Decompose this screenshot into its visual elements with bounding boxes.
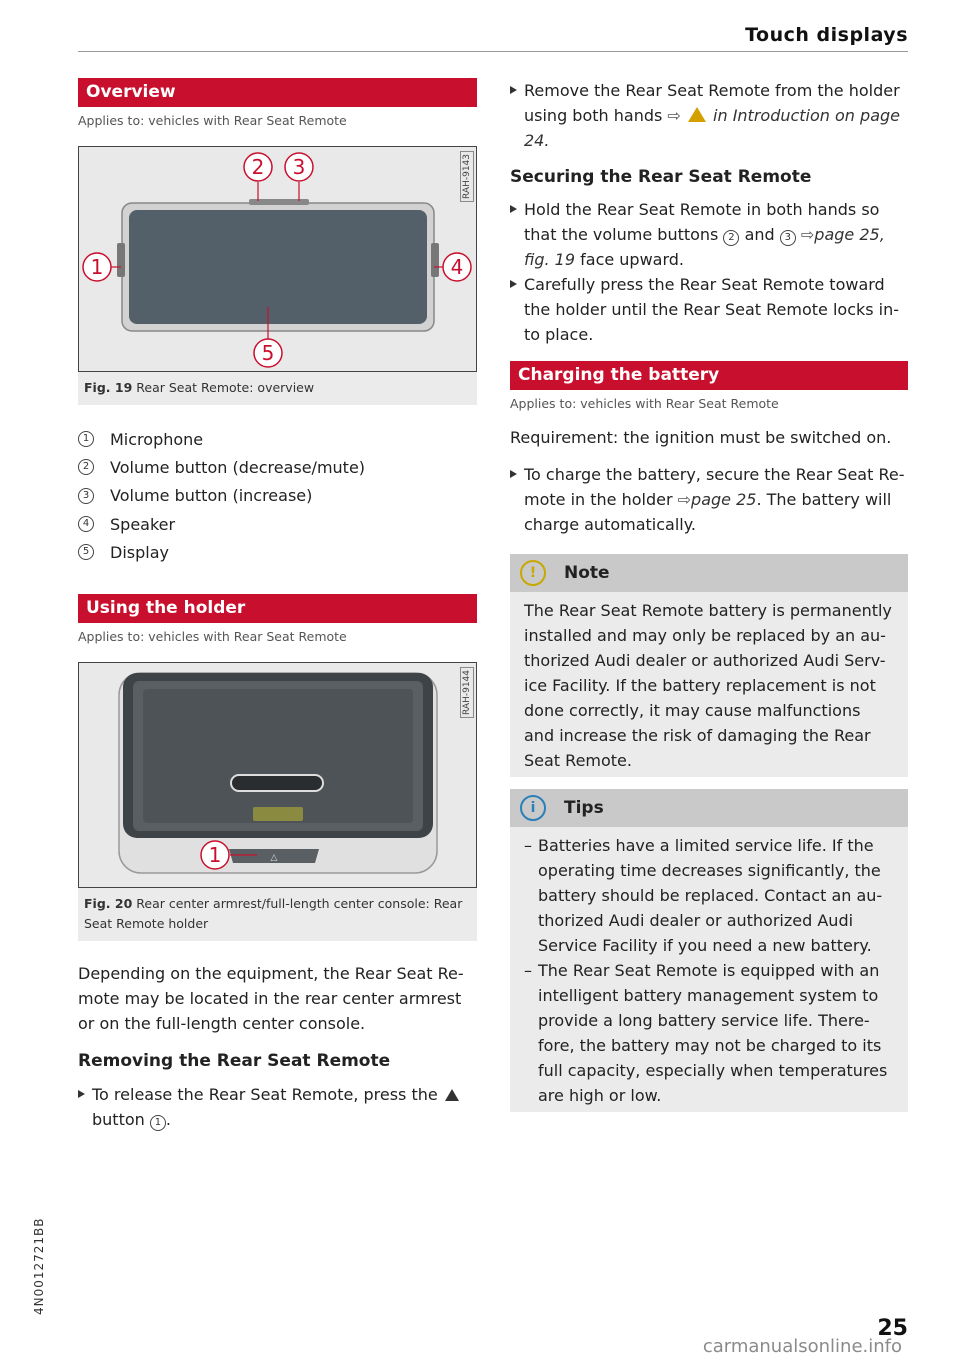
- legend-label: Volume button (increase): [110, 486, 313, 506]
- requirement-text: Requirement: the ignition must be switched on.: [510, 428, 892, 447]
- legend-label: Speaker: [110, 514, 176, 534]
- callout-2: [244, 153, 272, 181]
- figure-number: Fig. 19: [84, 380, 133, 395]
- securing-heading: Securing the Rear Seat Remote: [510, 167, 812, 187]
- cross-reference-link[interactable]: in Introduction on page 24.: [524, 106, 900, 150]
- callout-5: [254, 339, 282, 367]
- note-header: [510, 554, 908, 592]
- cross-reference-link[interactable]: page 25, fig. 19: [524, 225, 885, 269]
- step-text: . The battery will charge automatically.: [524, 490, 892, 534]
- section-title-holder: Using the holder: [78, 594, 477, 623]
- securing-step: Carefully press the Rear Seat Remote toward the holder until the Rear Seat Remote locks in-to place.: [510, 272, 908, 347]
- section-title-overview: Overview: [78, 78, 477, 107]
- left-column: [78, 78, 477, 1132]
- holder-illustration: [79, 663, 476, 887]
- step-text: To release the Rear Seat Remote, press the: [92, 1085, 438, 1105]
- arrow-icon: ⇨: [800, 225, 815, 244]
- legend-item: [78, 538, 477, 566]
- note-icon: !: [520, 560, 546, 586]
- callout-number: 4: [78, 516, 94, 532]
- legend-item: [78, 482, 477, 510]
- info-icon: i: [520, 795, 546, 821]
- svg-text:2: 2: [251, 155, 265, 179]
- warning-icon: [688, 107, 706, 122]
- svg-text:△: △: [270, 853, 278, 864]
- section-title-charging: Charging the battery: [510, 361, 908, 390]
- callout-number: 2: [78, 459, 94, 475]
- holder-paragraph: Depending on the equipment, the Rear Seat Re-mote may be located in the rear center armrest or on the full-length center console.: [78, 964, 464, 1034]
- tips-title: Tips: [564, 798, 604, 818]
- page-header-title: Touch displays: [745, 24, 908, 46]
- figure-number: Fig. 20: [84, 896, 133, 912]
- figure-19-image: [78, 146, 477, 372]
- step-text: .: [165, 1110, 171, 1130]
- callout-4: [443, 253, 471, 281]
- charging-step: [510, 462, 908, 537]
- tips-header: [510, 789, 908, 827]
- figure-19: [78, 146, 477, 405]
- callout-number: 3: [78, 488, 94, 504]
- figure-code: RAH-9144: [460, 667, 474, 718]
- svg-text:1: 1: [208, 843, 222, 868]
- step-text: and: [744, 225, 775, 244]
- callout-number: 2: [723, 230, 739, 246]
- callout-legend: [78, 425, 477, 566]
- callout-number: 1: [150, 1115, 166, 1131]
- step-text: face upward.: [580, 250, 685, 269]
- note-box: [510, 554, 908, 777]
- figure-20-caption: [78, 888, 477, 941]
- arrow-icon: ⇨: [667, 106, 681, 125]
- figure-code: RAH-9143: [460, 151, 474, 202]
- header-rule: [78, 51, 908, 52]
- legend-label: Display: [110, 542, 169, 562]
- securing-step: [510, 197, 908, 272]
- callout-number: 3: [780, 230, 796, 246]
- release-button-icon: [445, 1089, 459, 1101]
- legend-item: [78, 425, 477, 453]
- callout-1: [83, 253, 111, 281]
- svg-text:5: 5: [261, 341, 275, 365]
- removing-step: [78, 1082, 477, 1132]
- applies-note-charging: Applies to: vehicles with Rear Seat Remote: [510, 396, 779, 411]
- remove-step: [510, 78, 908, 153]
- callout-1: [201, 841, 229, 869]
- tips-box: [510, 789, 908, 1112]
- page-number: 25: [877, 1316, 908, 1341]
- watermark-text: carmanualsonline.info: [702, 1336, 902, 1357]
- legend-item: [78, 510, 477, 538]
- svg-text:1: 1: [90, 255, 104, 279]
- legend-item: [78, 453, 477, 481]
- figure-caption-text: Rear Seat Remote: overview: [136, 380, 315, 395]
- tip-item: – Batteries have a limited service life. If the operating time decreases significantly, the battery should be replaced. Contact an au-thorized Audi dealer or authorized Audi Service Facility if you need a new battery.: [524, 833, 894, 958]
- step-text: Remove the Rear Seat Remote from the holder using both hands: [524, 81, 900, 125]
- rear-seat-remote-illustration: [79, 147, 476, 371]
- step-text: To charge the battery, secure the Rear Seat Re-mote in the holder: [524, 465, 905, 509]
- figure-20: [78, 662, 477, 941]
- callout-number: 1: [78, 431, 94, 447]
- cross-reference-link[interactable]: page 25: [691, 490, 757, 509]
- figure-caption-text: Rear center armrest/full-length center console: Rear Seat Remote holder: [84, 896, 463, 932]
- applies-note-holder: Applies to: vehicles with Rear Seat Remote: [78, 629, 347, 645]
- figure-20-image: [78, 662, 477, 888]
- svg-text:3: 3: [292, 155, 306, 179]
- tip-item: – The Rear Seat Remote is equipped with an intelligent battery management system to provide a long battery service life. There-fore, the battery may not be charged to its full capacity, especially when temperatures are high or low.: [524, 958, 894, 1108]
- removing-heading: Removing the Rear Seat Remote: [78, 1051, 391, 1072]
- right-column: [510, 78, 908, 1112]
- callout-3: [285, 153, 313, 181]
- step-text: button: [92, 1110, 145, 1130]
- step-text: Hold the Rear Seat Remote in both hands so that the volume buttons: [524, 200, 880, 244]
- svg-text:4: 4: [450, 255, 464, 279]
- document-code: 4N0012721BB: [32, 1217, 46, 1315]
- legend-label: Volume button (decrease/mute): [110, 457, 366, 477]
- legend-label: Microphone: [110, 429, 204, 449]
- callout-number: 5: [78, 544, 94, 560]
- applies-note-overview: Applies to: vehicles with Rear Seat Remote: [78, 113, 347, 128]
- tips-body: [510, 827, 908, 1112]
- arrow-icon: ⇨: [677, 490, 692, 509]
- figure-19-caption: [78, 372, 477, 405]
- note-title: Note: [564, 563, 610, 583]
- note-body: The Rear Seat Remote battery is permanently installed and may only be replaced by an au-thorized Audi dealer or authorized Audi Serv-ice Facility. If the battery replacement is not done correctly, it may cause malfunctions and increase the risk of damaging the Rear Seat Remote.: [524, 601, 892, 770]
